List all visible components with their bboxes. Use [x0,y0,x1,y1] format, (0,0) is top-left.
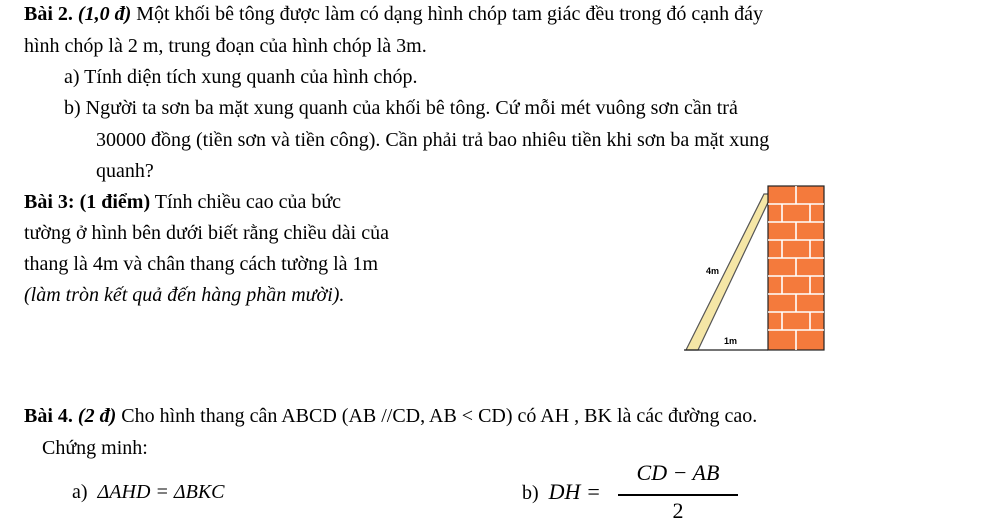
bai4-b-fraction [618,460,738,528]
bai3-title: Bài 3: [24,191,75,213]
bai2-part-b-line3: quanh? [96,160,154,182]
bai2-part-b-line1: b) Người ta sơn ba mặt xung quanh của khối bê tông. Cứ mỗi mét vuông sơn cần trả [64,97,738,119]
bai3-line4: (làm tròn kết quả đến hàng phần mười). [24,284,345,306]
bai2-line1 [24,2,763,26]
fraction-numerator: CD − AB [636,460,720,485]
bai2-line2: hình chóp là 2 m, trung đoạn của hình chóp là 3m. [24,35,427,57]
fraction-bar [618,494,738,496]
base-distance-label: 1m [724,336,738,346]
fraction-denominator: 2 [672,498,684,523]
bai4-line1 [24,404,757,428]
bai2-points: (1,0 đ) [77,3,132,25]
bai4-line1-text: Cho hình thang cân ABCD (AB //CD, AB < CD) có AH , BK là các đường cao. [116,405,758,427]
bai4-line2: Chứng minh: [42,437,148,459]
bai3-line1 [24,190,341,214]
bai2-part-a: a) Tính diện tích xung quanh của hình chóp. [64,66,418,88]
bai2-part-b-line2: 30000 đồng (tiền sơn và tiền công). Cần phải trả bao nhiêu tiền khi sơn ba mặt xung [96,129,770,151]
bai4-a-label: a) [72,481,88,503]
bai4-part-a [72,480,225,504]
bai3-points: (1 điểm) [74,191,151,213]
bai3-line2: tường ở hình bên dưới biết rằng chiều dài của [24,222,389,244]
bai4-title: Bài 4. [24,405,73,427]
ladder-length-label: 4m [706,266,720,276]
bai4-a-expression: ΔAHD = ΔBKC [97,481,225,503]
ladder-wall-figure [684,184,844,359]
bai2-title: Bài 2. [24,3,73,25]
bai4-b-label: b) [522,482,539,504]
bai2-line1-text: Một khối bê tông được làm có dạng hình chóp tam giác đều trong đó cạnh đáy [131,3,764,25]
bai3-line1-text: Tính chiều cao của bức [150,191,342,213]
bai4-b-lhs: DH = [548,479,601,504]
ladder [686,194,772,350]
bai3-line3: thang là 4m và chân thang cách tường là 1m [24,253,379,275]
bai4-part-b [522,480,601,505]
bai4-points: (2 đ) [72,405,117,427]
